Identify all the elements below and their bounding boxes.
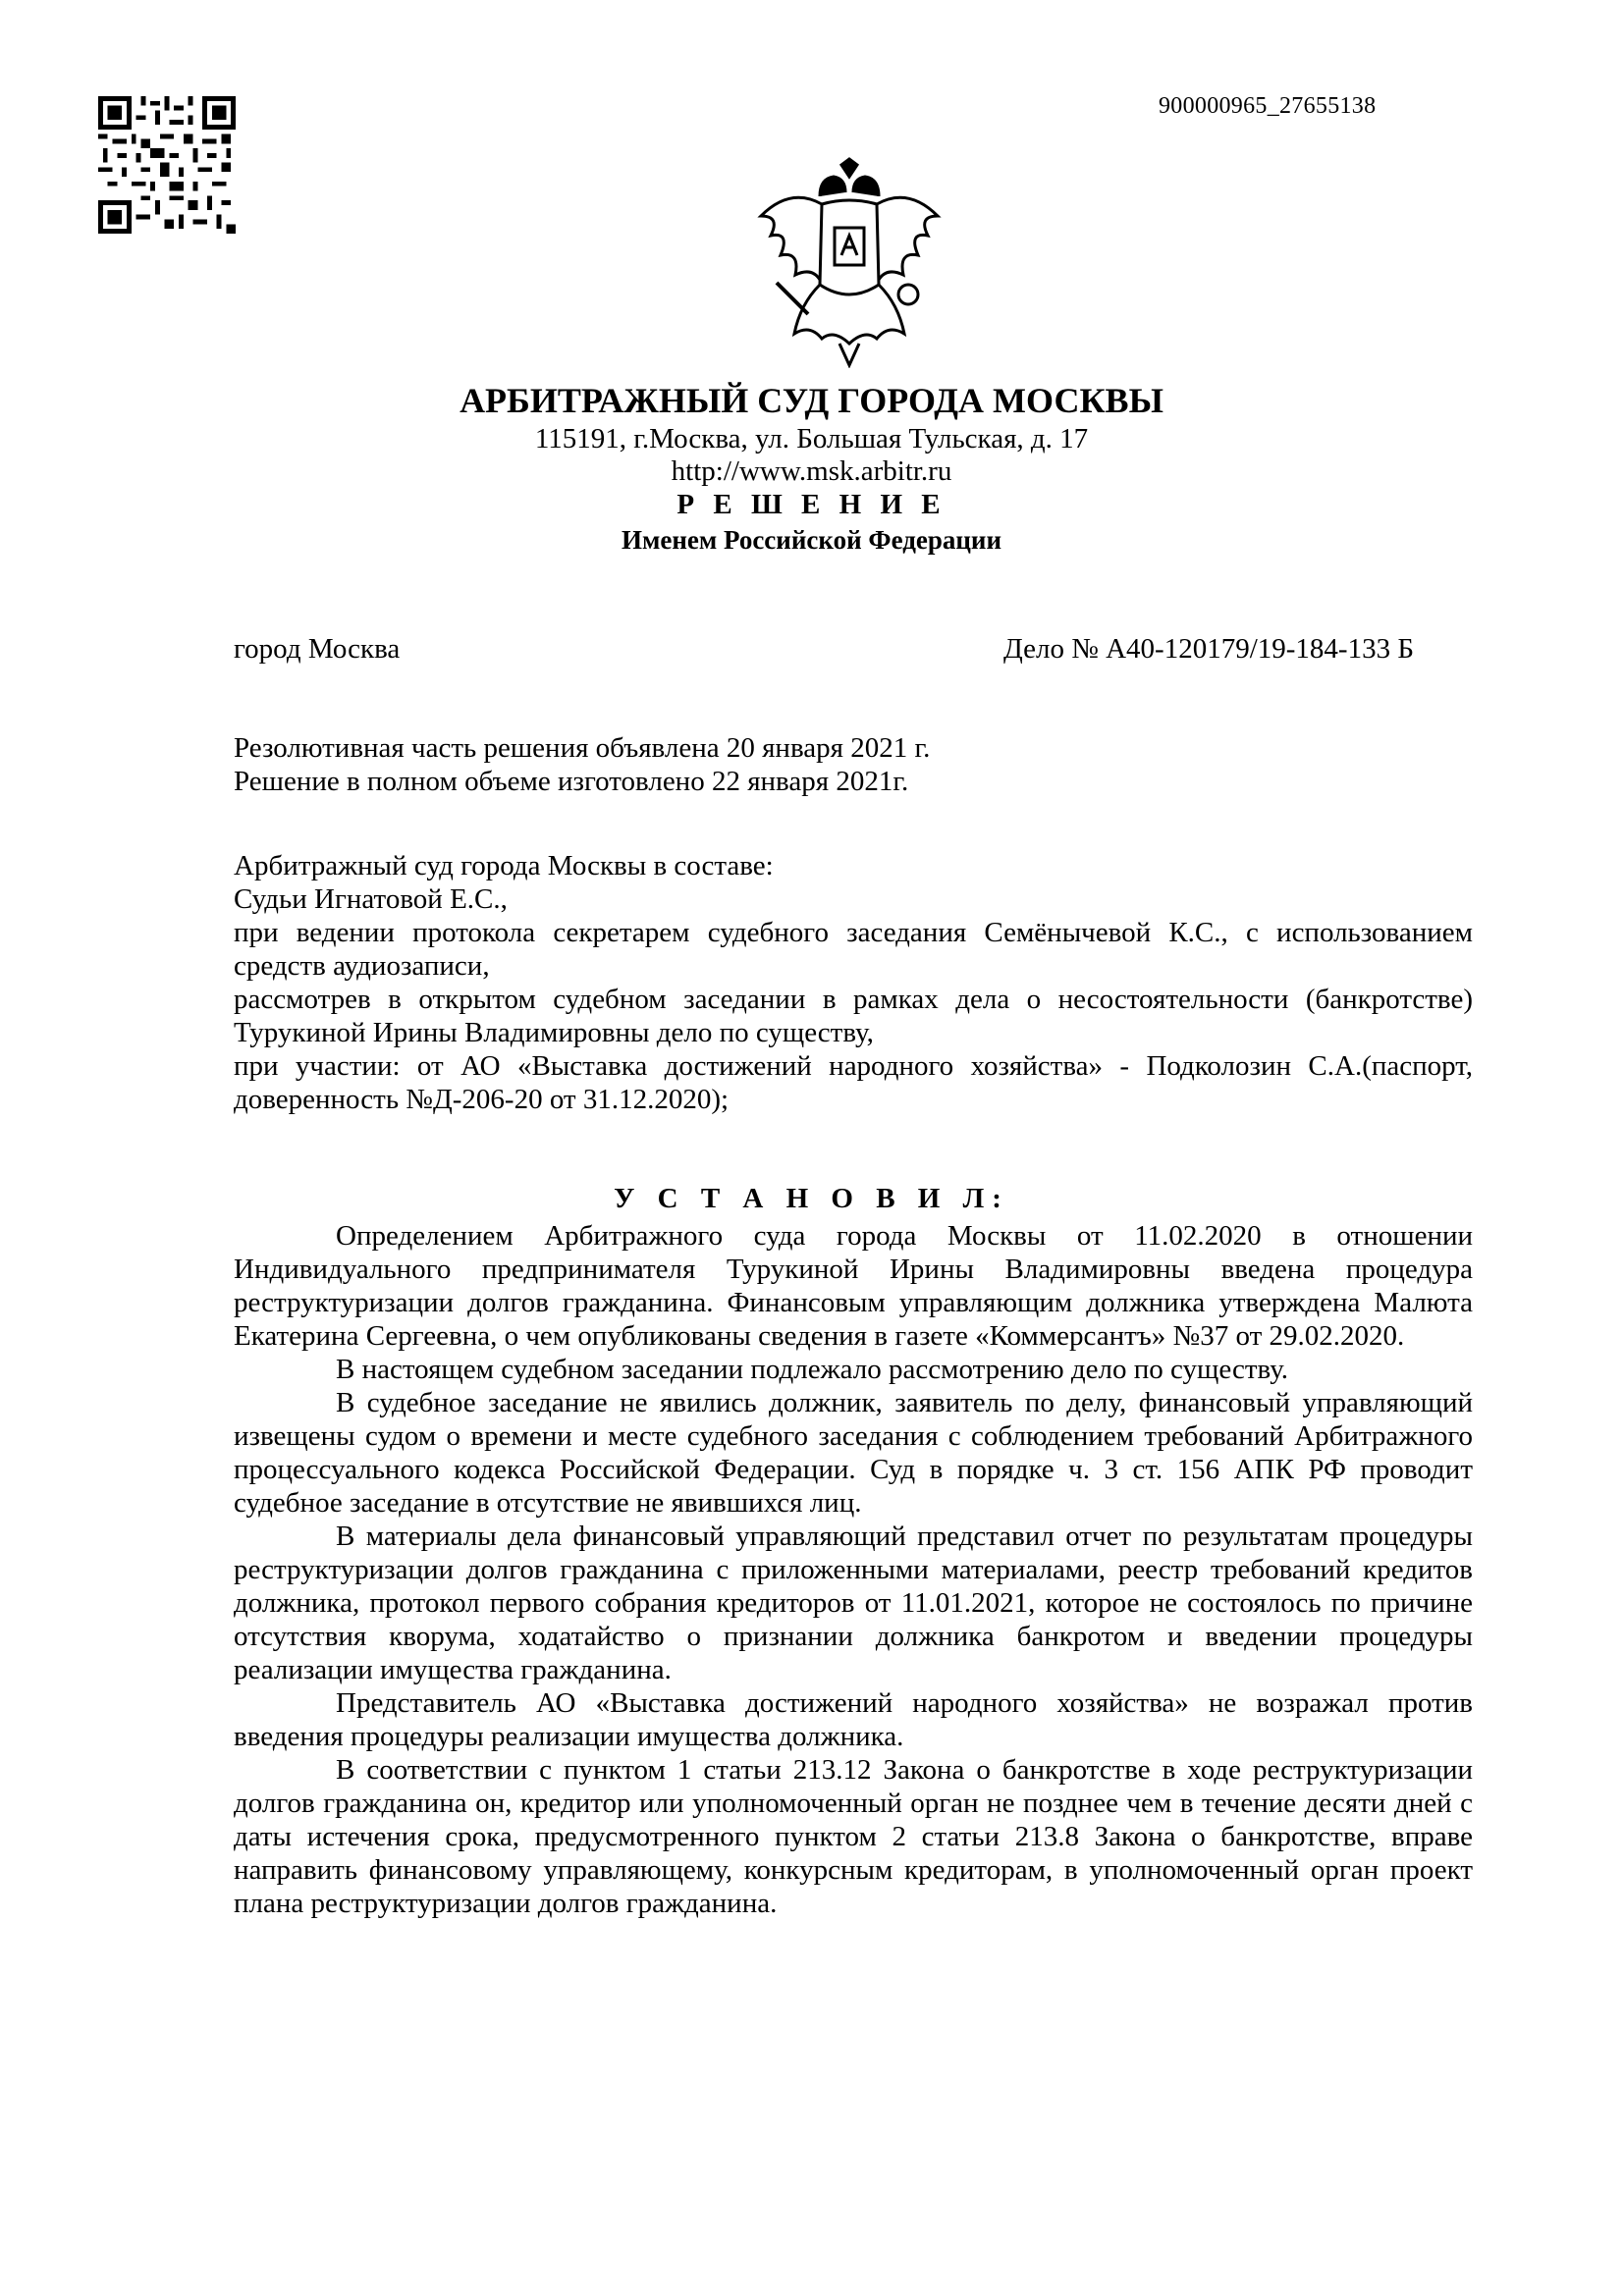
document-id: 900000965_27655138 <box>1159 93 1377 119</box>
body-paragraph: Определением Арбитражного суда города Москвы от 11.02.2020 в отношении Индивидуального предпринимателя Турукиной Ирины Владимировны введена процедура реструктуризации долгов гражданина. Финансовым управляющим должника утверждена Малюта Екатерина Сергеевна, о чем опубликованы сведения в газете «Коммерсантъ» №37 от 29.02.2020. <box>234 1220 1473 1352</box>
announced-date: Резолютивная часть решения объявлена 20 января 2021 г. <box>234 732 931 764</box>
case-meta-row <box>234 633 1414 666</box>
participants-line: при участии: от АО «Выставка достижений народного хозяйства» - Подколозин С.А.(паспорт, доверенность №Д-206-20 от 31.12.2020); <box>234 1050 1473 1115</box>
court-address: 115191, г.Москва, ул. Большая Тульская, д. 17 <box>534 423 1089 454</box>
decision-title: Р Е Ш Е Н И Е <box>676 489 947 520</box>
body-paragraph: В соответствии с пунктом 1 статьи 213.12 Закона о банкротстве в ходе реструктуризации долгов гражданина он, кредитор или уполномоченный орган не позднее чем в течение десяти дней с даты истечения срока, предусмотренного пунктом 2 статьи 213.8 Закона о банкротстве, вправе направить финансовому управляющему, конкурсным кредиторам, в уполномоченный орган проект плана реструктуризации долгов гражданина. <box>234 1754 1473 1919</box>
decision-body <box>234 1219 1473 1920</box>
city: город Москва <box>234 633 401 665</box>
case-number: Дело № А40-120179/19-184-133 Б <box>1002 633 1414 665</box>
body-paragraph: В материалы дела финансовый управляющий представил отчет по результатам процедуры реструктуризации долгов гражданина с приложенными материалами, реестр требований кредитов должника, протокол первого собрания кредиторов от 11.01.2021, которое не состоялось по причине отсутствия кворума, ходатайство о признании должника банкротом и введении процедуры реализации имущества гражданина. <box>234 1521 1473 1685</box>
court-website: http://www.msk.arbitr.ru <box>671 455 952 487</box>
coat-of-arms-icon <box>751 157 947 368</box>
secretary-line: при ведении протокола секретарем судебного заседания Семёнычевой К.С., с использованием средств аудиозаписи, <box>234 917 1473 982</box>
court-name: АРБИТРАЖНЫЙ СУД ГОРОДА МОСКВЫ <box>460 381 1163 420</box>
qr-code-icon <box>98 96 236 234</box>
in-name-of: Именем Российской Федерации <box>621 525 1002 555</box>
case-review-line: рассмотрев в открытом судебном заседании в рамках дела о несостоятельности (банкротстве) Турукиной Ирины Владимировны дело по существу, <box>234 984 1473 1048</box>
court-composition <box>234 849 1473 1116</box>
made-date: Решение в полном объеме изготовлено 22 января 2021г. <box>234 766 909 797</box>
body-paragraph: В настоящем судебном заседании подлежало рассмотрению дело по существу. <box>336 1354 1289 1385</box>
decision-dates <box>234 731 1473 798</box>
judge-line: Судьи Игнатовой Е.С., <box>234 883 508 915</box>
composition-line: Арбитражный суд города Москвы в составе: <box>234 850 774 881</box>
body-paragraph: В судебное заседание не явились должник, заявитель по делу, финансовый управляющий извещены судом о времени и месте судебного заседания с соблюдением требований Арбитражного процессуального кодекса Российской Федерации. Суд в порядке ч. 3 ст. 156 АПК РФ проводит судебное заседание в отсутствие не явившихся лиц. <box>234 1387 1473 1519</box>
court-header <box>0 378 1623 559</box>
established-heading: У С Т А Н О В И Л: <box>614 1183 1009 1214</box>
body-paragraph: Представитель АО «Выставка достижений народного хозяйства» не возражал против введения процедуры реализации имущества должника. <box>234 1687 1473 1752</box>
